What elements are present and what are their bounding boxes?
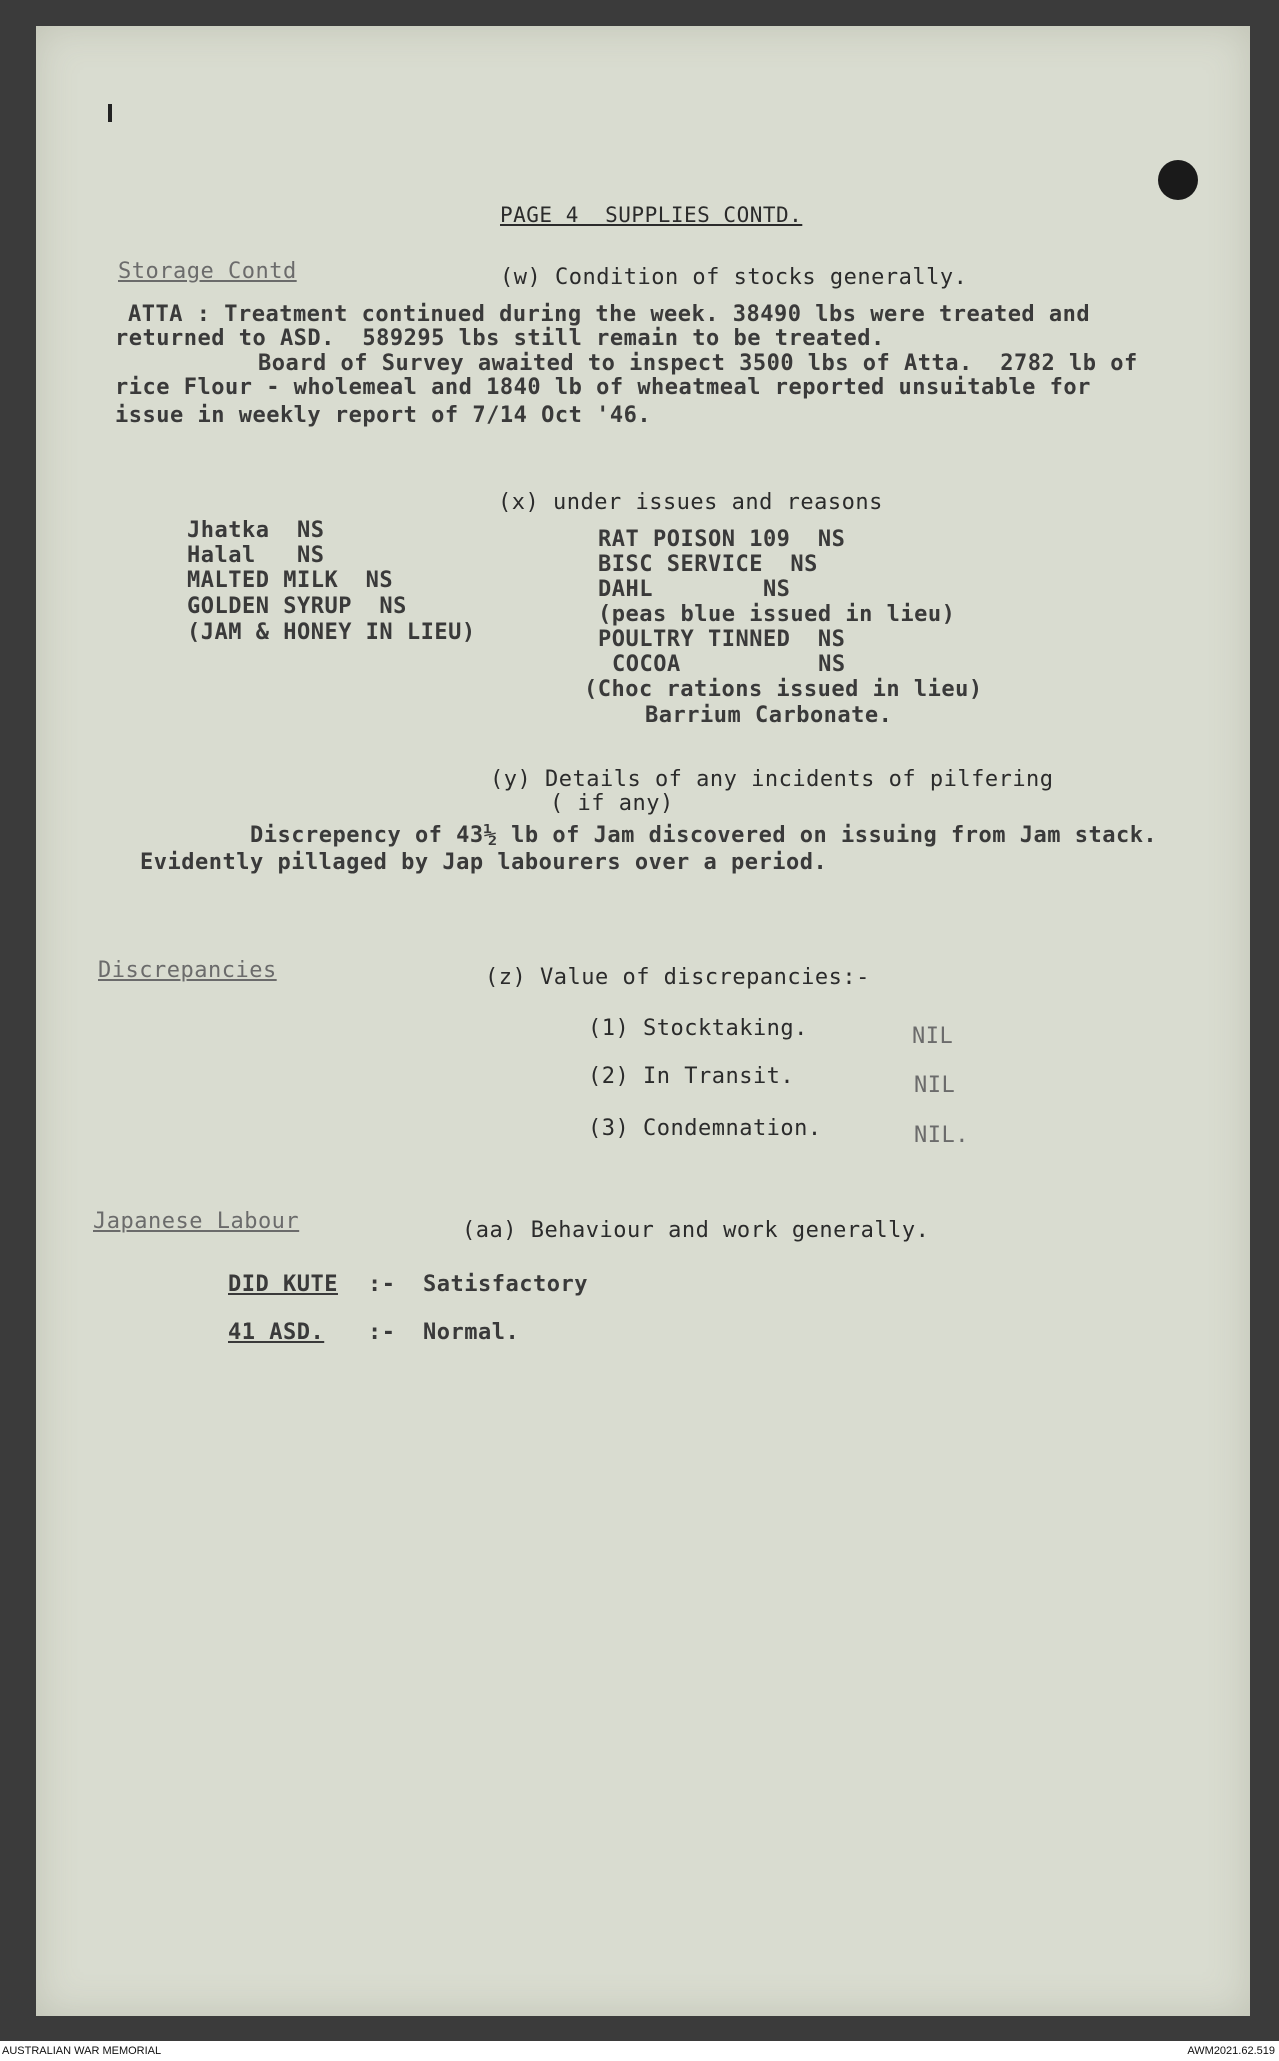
labour-sep: :- [368, 1320, 396, 1345]
page-title: PAGE 4 SUPPLIES CONTD. [500, 203, 803, 227]
pilfer-line-2: Evidently pillaged by Jap labourers over a period. [140, 850, 828, 875]
z-label: (z) Value of discrepancies:- [485, 965, 870, 990]
right-item: COCOA NS [612, 652, 846, 677]
left-item: GOLDEN SYRUP NS [187, 594, 407, 619]
footer-left: AUSTRALIAN WAR MEMORIAL [2, 2045, 162, 2057]
left-item: Jhatka NS [187, 518, 325, 543]
discrepancy-value: NIL [912, 1024, 954, 1049]
aa-label: (aa) Behaviour and work generally. [462, 1218, 930, 1243]
left-item: (JAM & HONEY IN LIEU) [187, 620, 476, 645]
left-item: MALTED MILK NS [187, 568, 394, 593]
section-heading-discrepancies: Discrepancies [98, 958, 277, 983]
atta-line-2: returned to ASD. 589295 lbs still remain to be treated. [115, 326, 885, 351]
discrepancy-label: (1) Stocktaking. [588, 1016, 808, 1041]
pilfer-line-1: Discrepency of 43½ lb of Jam discovered on issuing from Jam stack. [250, 823, 1158, 848]
right-item: (peas blue issued in lieu) [598, 602, 956, 627]
right-item: (Choc rations issued in lieu) [584, 677, 983, 702]
punch-hole [1158, 160, 1198, 200]
w-label: (w) Condition of stocks generally. [500, 265, 968, 290]
discrepancy-value: NIL [914, 1073, 956, 1098]
ink-mark [108, 104, 112, 122]
y-label: (y) Details of any incidents of pilfering [490, 767, 1054, 792]
discrepancy-label: (3) Condemnation. [588, 1116, 822, 1141]
left-item: Halal NS [187, 543, 325, 568]
section-heading-labour: Japanese Labour [93, 1209, 300, 1234]
atta-line-5: issue in weekly report of 7/14 Oct '46. [115, 403, 652, 428]
section-heading-storage: Storage Contd [118, 259, 297, 284]
atta-line-4: rice Flour - wholemeal and 1840 lb of wheatmeal reported unsuitable for [115, 375, 1091, 400]
discrepancy-value: NIL. [914, 1123, 969, 1148]
labour-sep: :- [368, 1272, 396, 1297]
labour-unit: 41 ASD. [228, 1320, 325, 1345]
labour-unit: DID KUTE [228, 1272, 338, 1297]
y-label-2: ( if any) [550, 791, 674, 816]
right-item: DAHL NS [598, 577, 791, 602]
right-item: RAT POISON 109 NS [598, 527, 846, 552]
right-item: Barrium Carbonate. [645, 703, 893, 728]
right-item: POULTRY TINNED NS [598, 627, 846, 652]
x-label: (x) under issues and reasons [498, 490, 883, 515]
labour-status: Satisfactory [423, 1272, 588, 1297]
atta-line-1: ATTA : Treatment continued during the week. 38490 lbs were treated and [128, 302, 1091, 327]
footer-right: AWM2021.62.519 [1187, 2045, 1275, 2057]
footer-bar [0, 2041, 1279, 2061]
right-item: BISC SERVICE NS [598, 552, 818, 577]
discrepancy-label: (2) In Transit. [588, 1064, 795, 1089]
labour-status: Normal. [423, 1320, 520, 1345]
atta-line-3: Board of Survey awaited to inspect 3500 lbs of Atta. 2782 lb of [258, 351, 1138, 376]
